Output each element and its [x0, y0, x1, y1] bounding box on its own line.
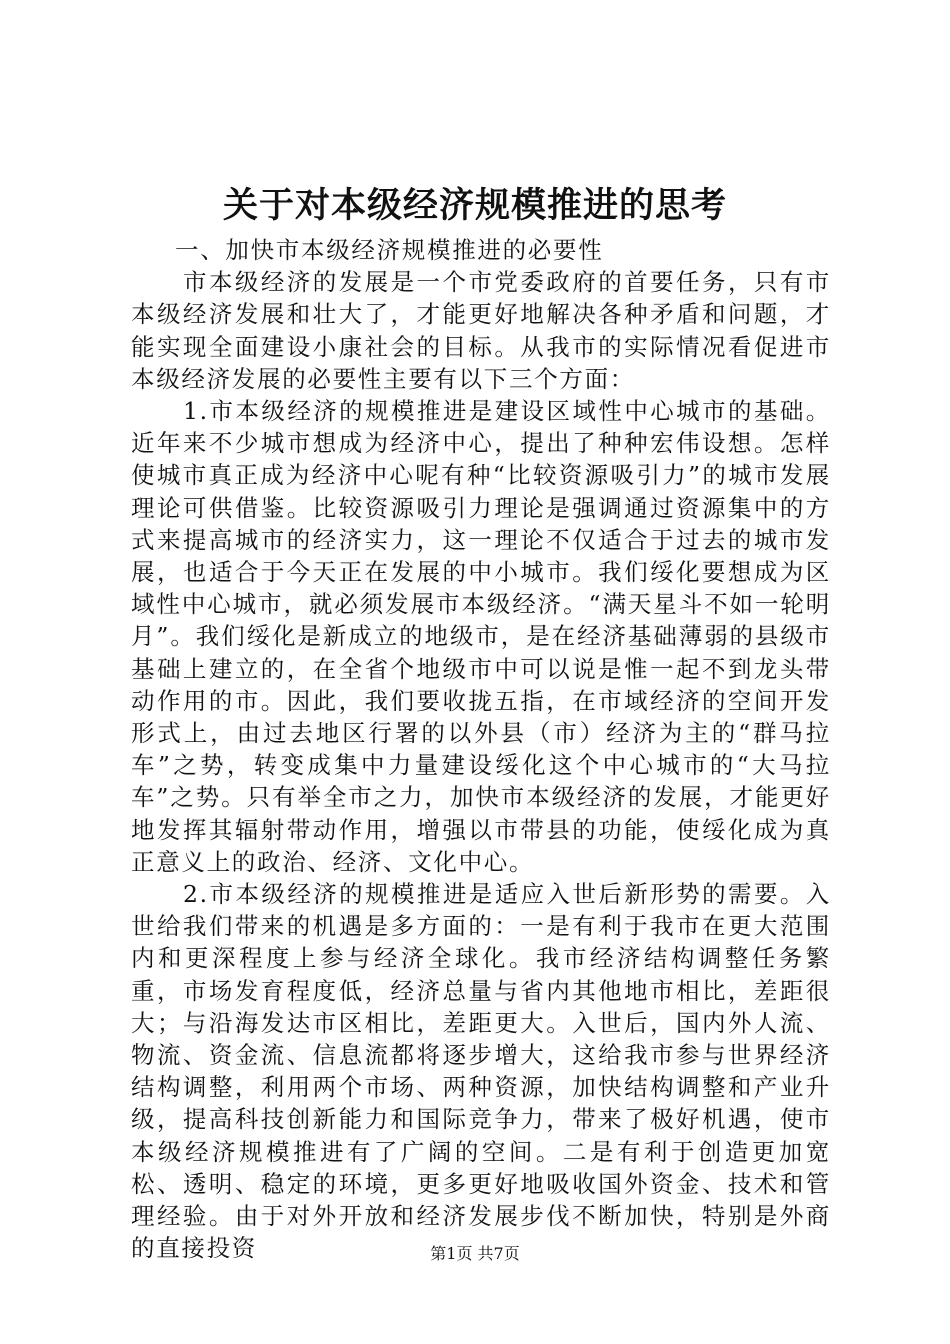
paragraph-point-2: 2.市本级经济的规模推进是适应入世后新形势的需要。入世给我们带来的机遇是多方面的：一是有利于我市在更大范围内和更深程度上参与经济全球化。我市经济结构调整任务繁重，市场发育程度低，经济总量与省内其他地市相比，差距很大；与沿海发达市区相比，差距更大。入世后，国内外人流、物流、资金流、信息流都将逐步增大，这给我市参与世界经济结构调整，利用两个市场、两种资源，加快结构调整和产业升级，提高科技创新能力和国际竞争力，带来了极好机遇，使市本级经济规模推进有了广阔的空间。二是有利于创造更加宽松、透明、稳定的环境，更多更好地吸收国外资金、技术和管理经验。由于对外开放和经济发展步伐不断加快，特别是外商的直接投资 [131, 880, 831, 1263]
document-title: 关于对本级经济规模推进的思考 [222, 185, 727, 226]
paragraph-point-1: 1.市本级经济的规模推进是建设区域性中心城市的基础。近年来不少城市想成为经济中心，提出了种种宏伟设想。怎样使城市真正成为经济中心呢有种“比较资源吸引力”的城市发展理论可供借鉴。比较资源吸引力理论是强调通过资源集中的方式来提高城市的经济实力，这一理论不仅适合于过去的城市发展，也适合于今天正在发展的中小城市。我们绥化要想成为区域性中心城市，就必须发展市本级经济。“满天星斗不如一轮明月”。我们绥化是新成立的地级市，是在经济基础薄弱的县级市基础上建立的，在全省个地级市中可以说是惟一起不到龙头带动作用的市。因此，我们要收拢五指，在市域经济的空间开发形式上，由过去地区行署的以外县（市）经济为主的“群马拉车”之势，转变成集中力量建设绥化这个中心城市的“大马拉车”之势。只有举全市之力，加快市本级经济的发展，才能更好地发挥其辐射带动作用，增强以市带县的功能，使绥化成为真正意义上的政治、经济、文化中心。 [131, 397, 831, 876]
paragraph-intro: 市本级经济的发展是一个市党委政府的首要任务，只有市本级经济发展和壮大了，才能更好地解决各种矛盾和问题，才能实现全面建设小康社会的目标。从我市的实际情况看促进市本级经济发展的必要性主要有以下三个方面： [131, 268, 831, 393]
page-number-footer: 第1页 共7页 [430, 1244, 520, 1263]
document-body [131, 234, 831, 1265]
section-heading: 一、加快市本级经济规模推进的必要性 [175, 236, 604, 264]
